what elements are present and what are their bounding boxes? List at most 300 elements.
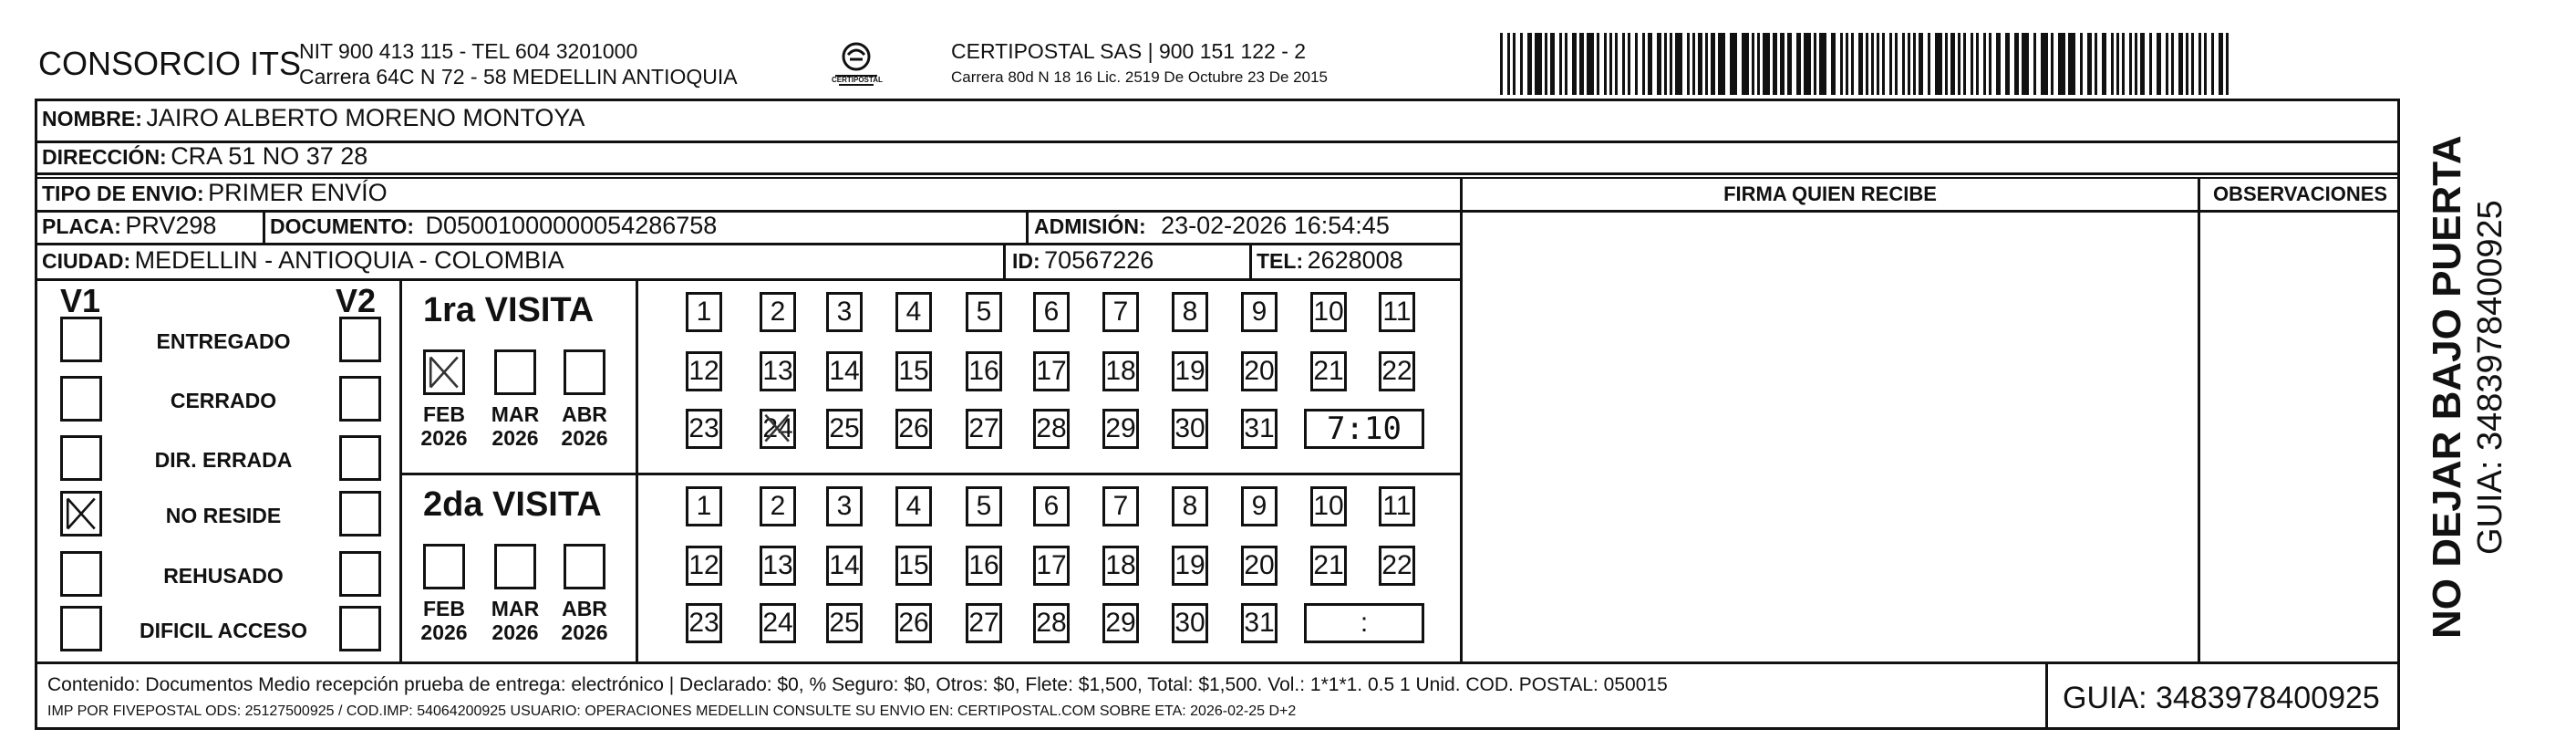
barcode-bar: [1572, 33, 1577, 95]
day-number: 5: [976, 491, 992, 521]
documento-label: DOCUMENTO:: [270, 214, 415, 238]
day-number: 23: [688, 608, 719, 638]
day-number: 2: [770, 491, 786, 521]
barcode-bar: [1597, 33, 1599, 95]
day-number: 25: [829, 608, 860, 638]
day-number: 9: [1251, 491, 1267, 521]
visit2-day-22[interactable]: [1379, 546, 1415, 586]
barcode-bar: [2122, 33, 2125, 95]
visit2-day-20[interactable]: [1241, 546, 1278, 586]
visit1-day-31[interactable]: [1241, 409, 1278, 449]
visit1-day-24[interactable]: [760, 409, 796, 449]
visit2-month-label: FEB 2026: [420, 597, 468, 644]
direccion-label: DIRECCIÓN:: [42, 145, 167, 169]
day-number: 28: [1036, 608, 1067, 638]
day-number: 18: [1105, 550, 1136, 580]
barcode-bar: [2058, 33, 2065, 95]
tipo-envio-label: TIPO DE ENVIO:: [42, 182, 204, 205]
certipostal-logo: [828, 38, 885, 95]
barcode-bar: [1604, 33, 1607, 95]
day-number: 27: [968, 608, 999, 638]
visit2-day-19[interactable]: [1172, 546, 1208, 586]
visit2-day-14[interactable]: [826, 546, 863, 586]
day-number: 15: [898, 356, 929, 386]
footer-guia: GUIA: 3483978400925: [2063, 681, 2380, 715]
visit1-day-25[interactable]: [826, 409, 863, 449]
day-number: 12: [688, 356, 719, 386]
day-number: 11: [1382, 491, 1412, 521]
barcode-bar: [1882, 33, 1885, 95]
visit2-day-29[interactable]: [1102, 603, 1139, 643]
visit2-day-8[interactable]: [1172, 486, 1208, 526]
visit1-day-12[interactable]: [686, 351, 722, 391]
v1-checkbox-entregado[interactable]: [60, 317, 102, 362]
day-number: 22: [1381, 356, 1412, 386]
day-number: 10: [1313, 297, 1344, 327]
column-divider: [263, 210, 265, 245]
visit2-day-21[interactable]: [1310, 546, 1347, 586]
barcode-bar: [1628, 33, 1630, 95]
documento-row: [270, 214, 717, 238]
visit1-day-11[interactable]: [1379, 292, 1415, 332]
barcode-bar: [1763, 33, 1770, 95]
visit1-day-29[interactable]: [1102, 409, 1139, 449]
column-divider: [1026, 210, 1029, 245]
barcode-bar: [1507, 33, 1510, 95]
barcode-bar: [1635, 33, 1638, 95]
day-number: 13: [762, 550, 793, 580]
day-number: 31: [1244, 413, 1275, 443]
barcode-bar: [2129, 33, 2132, 95]
visit2-day-6[interactable]: [1033, 486, 1070, 526]
row-divider: [399, 473, 1463, 475]
barcode-bar: [1996, 33, 2001, 95]
placa-label: PLACA:: [42, 214, 121, 238]
day-number: 4: [905, 491, 922, 521]
day-number: 4: [905, 297, 922, 327]
day-number: 24: [762, 608, 793, 638]
barcode-bar: [2140, 33, 2145, 95]
barcode-bar: [2014, 33, 2019, 95]
barcode-bar: [2051, 33, 2054, 95]
visit2-day-7[interactable]: [1102, 486, 1139, 526]
barcode-bar: [1871, 33, 1874, 95]
visit1-day-9[interactable]: [1241, 292, 1278, 332]
visit2-day-4[interactable]: [895, 486, 932, 526]
v2-checkbox-rehusado[interactable]: [339, 551, 381, 597]
day-number: 8: [1182, 297, 1198, 327]
barcode-bar: [1615, 33, 1618, 95]
barcode-bar: [1670, 33, 1672, 95]
barcode-bar: [1804, 33, 1811, 95]
day-number: 18: [1105, 356, 1136, 386]
barcode-bar: [2022, 33, 2029, 95]
barcode-bar: [1622, 33, 1625, 95]
visit2-day-15[interactable]: [895, 546, 932, 586]
barcode-bar: [2204, 33, 2207, 95]
v1-label: V1: [60, 282, 101, 319]
visit2-day-18[interactable]: [1102, 546, 1139, 586]
side-guia: GUIA: 3483978400925: [2471, 200, 2509, 555]
visit1-month-checkbox-abr[interactable]: [564, 349, 605, 395]
barcode-bar: [1877, 33, 1879, 95]
barcode-bar: [1559, 33, 1562, 95]
barcode-bar: [1757, 33, 1760, 95]
observaciones-header: OBSERVACIONES: [2212, 182, 2388, 205]
id-label: ID:: [1012, 249, 1040, 273]
visit2-month-label: MAR 2026: [491, 597, 540, 644]
column-divider: [1460, 177, 1463, 661]
barcode-bar: [1687, 33, 1690, 95]
barcode-bar: [1527, 33, 1532, 95]
barcode-bar: [1730, 33, 1737, 95]
barcode-bar: [1919, 33, 1923, 95]
day-number: 17: [1036, 550, 1067, 580]
barcode-bar: [1814, 33, 1816, 95]
barcode-bar: [1545, 33, 1547, 95]
v2-checkbox-dir-errada[interactable]: [339, 435, 381, 481]
check-mark-icon: [426, 352, 462, 392]
day-number: 8: [1182, 491, 1198, 521]
barcode-bar: [1796, 33, 1801, 95]
day-number: 19: [1174, 356, 1205, 386]
day-number: 23: [688, 413, 719, 443]
visit2-day-11[interactable]: [1379, 486, 1415, 526]
barcode-bar: [2149, 33, 2152, 95]
day-number: 20: [1244, 550, 1275, 580]
column-divider: [1249, 243, 1252, 278]
visit1-day-15[interactable]: [895, 351, 932, 391]
firma-header: FIRMA QUIEN RECIBE: [1723, 182, 1937, 205]
barcode-bar: [1846, 33, 1848, 95]
id-row: [1012, 248, 1154, 273]
visit1-month-checkbox-mar[interactable]: [494, 349, 536, 395]
barcode-bar: [2111, 33, 2114, 95]
visit1-day-13[interactable]: [760, 351, 796, 391]
visit2-day-24[interactable]: [760, 603, 796, 643]
barcode-bar: [1520, 33, 1523, 95]
visit2-month-checkbox-feb[interactable]: [423, 544, 465, 589]
visit2-day-13[interactable]: [760, 546, 796, 586]
barcode-bar: [2116, 33, 2119, 95]
barcode: [1500, 33, 2229, 95]
status-label-rehusado: REHUSADO: [163, 564, 284, 588]
visit2-day-5[interactable]: [966, 486, 1002, 526]
barcode-bar: [1550, 33, 1555, 95]
barcode-bar: [1895, 33, 1898, 95]
admision-row: [1034, 214, 1390, 238]
barcode-bar: [1950, 33, 1955, 95]
barcode-bar: [1913, 33, 1916, 95]
day-number: 3: [836, 491, 853, 521]
footer-imp: IMP POR FIVEPOSTAL ODS: 25127500925 / COD.IMP: 54064200925 USUARIO: OPERACIONES MEDELLIN CONSULTE SU ENVIO EN: CERTIPOSTAL.COM SOBRE ETA: 2026-02-25 D+2: [47, 703, 1297, 719]
direccion-row: [42, 144, 367, 169]
barcode-bar: [1976, 33, 1979, 95]
day-number: 26: [898, 608, 929, 638]
barcode-bar: [2186, 33, 2188, 95]
visit2-month-checkbox-abr[interactable]: [564, 544, 605, 589]
footer-contenido: Contenido: Documentos Medio recepción prueba de entrega: electrónico | Declarado: $0, % Seguro: $0, Otros: $0, Flete: $1,500, Total: $1,500. Vol.: 1*1*1. 0.5 1 Unid. COD. POSTAL: 050015: [47, 674, 1668, 695]
day-number: 22: [1381, 550, 1412, 580]
day-number: 6: [1043, 491, 1060, 521]
visit1-day-21[interactable]: [1310, 351, 1347, 391]
nombre-row: [42, 106, 585, 130]
visit2-time-value: :: [1360, 608, 1369, 638]
visit1-day-30[interactable]: [1172, 409, 1208, 449]
visit2-day-31[interactable]: [1241, 603, 1278, 643]
barcode-bar: [2095, 33, 2097, 95]
barcode-bar: [1840, 33, 1843, 95]
visit1-day-6[interactable]: [1033, 292, 1070, 332]
visit2-day-26[interactable]: [895, 603, 932, 643]
side-no-dejar: NO DEJAR BAJO PUERTA: [2425, 135, 2469, 639]
visit1-day-23[interactable]: [686, 409, 722, 449]
day-number: 28: [1036, 413, 1067, 443]
barcode-bar: [1866, 33, 1868, 95]
day-number: 5: [976, 297, 992, 327]
barcode-bar: [2080, 33, 2083, 95]
visit1-month-label: ABR 2026: [561, 402, 608, 450]
barcode-bar: [2191, 33, 2194, 95]
visit1-month-label: MAR 2026: [491, 402, 540, 450]
visit1-day-10[interactable]: [1310, 292, 1347, 332]
visit2-day-27[interactable]: [966, 603, 1002, 643]
day-number: 16: [968, 356, 999, 386]
day-number: 29: [1105, 608, 1136, 638]
barcode-bar: [1902, 33, 1905, 95]
day-number: 16: [968, 550, 999, 580]
barcode-bar: [1579, 33, 1584, 95]
visit1-day-8[interactable]: [1172, 292, 1208, 332]
day-number: 1: [696, 491, 712, 521]
visit1-time-field[interactable]: [1304, 409, 1424, 449]
v2-label: V2: [336, 282, 377, 319]
visit1-day-26[interactable]: [895, 409, 932, 449]
column-divider: [1003, 243, 1006, 278]
visit2-day-23[interactable]: [686, 603, 722, 643]
placa-value: PRV298: [125, 212, 217, 239]
v1-checkbox-rehusado[interactable]: [60, 551, 102, 597]
barcode-bar: [1945, 33, 1948, 95]
barcode-bar: [1908, 33, 1910, 95]
status-label-dificil-acceso: DIFICIL ACCESO: [139, 619, 307, 642]
admision-value: 23-02-2026 16:54:45: [1161, 212, 1390, 239]
barcode-bar: [1780, 33, 1785, 95]
visit2-day-3[interactable]: [826, 486, 863, 526]
certipostal-name: CERTIPOSTAL SAS | 900 151 122 - 2: [951, 39, 1307, 63]
v2-checkbox-dificil-acceso[interactable]: [339, 606, 381, 651]
day-number: 25: [829, 413, 860, 443]
ciudad-label: CIUDAD:: [42, 249, 131, 273]
visit2-day-28[interactable]: [1033, 603, 1070, 643]
barcode-bar: [1851, 33, 1854, 95]
day-number: 2: [770, 297, 786, 327]
visit2-day-17[interactable]: [1033, 546, 1070, 586]
barcode-bar: [2178, 33, 2183, 95]
barcode-bar: [1742, 33, 1749, 95]
visit1-day-2[interactable]: [760, 292, 796, 332]
status-label-no-reside: NO RESIDE: [165, 504, 282, 527]
day-number: 7: [1112, 491, 1129, 521]
visit1-day-17[interactable]: [1033, 351, 1070, 391]
visit2-day-30[interactable]: [1172, 603, 1208, 643]
visit2-day-16[interactable]: [966, 546, 1002, 586]
barcode-bar: [1587, 33, 1594, 95]
row-divider: [35, 278, 1463, 281]
barcode-bar: [1752, 33, 1754, 95]
documento-value: D05001000000054286758: [425, 212, 718, 239]
visit2-day-1[interactable]: [686, 486, 722, 526]
visit1-day-27[interactable]: [966, 409, 1002, 449]
day-number: 21: [1313, 550, 1344, 580]
visit2-time-field[interactable]: [1304, 603, 1424, 643]
visit2-day-10[interactable]: [1310, 486, 1347, 526]
day-number: 13: [762, 356, 793, 386]
barcode-bar: [1983, 33, 1986, 95]
barcode-bar: [1773, 33, 1777, 95]
day-number: 21: [1313, 356, 1344, 386]
v1-checkbox-dificil-acceso[interactable]: [60, 606, 102, 651]
visit2-month-label: ABR 2026: [561, 597, 608, 644]
day-number: 17: [1036, 356, 1067, 386]
v1-checkbox-no-reside[interactable]: [60, 491, 102, 536]
barcode-bar: [1718, 33, 1725, 95]
direccion-value: CRA 51 NO 37 28: [171, 142, 368, 170]
visit1-day-19[interactable]: [1172, 351, 1208, 391]
barcode-bar: [2157, 33, 2161, 95]
barcode-bar: [1565, 33, 1567, 95]
visit1-day-16[interactable]: [966, 351, 1002, 391]
day-number: 29: [1105, 413, 1136, 443]
status-label-entregado: ENTREGADO: [156, 329, 291, 353]
barcode-bar: [1535, 33, 1542, 95]
column-divider: [2045, 661, 2048, 730]
visit2-title: 2da VISITA: [423, 485, 602, 524]
ciudad-value: MEDELLIN - ANTIOQUIA - COLOMBIA: [134, 246, 564, 274]
day-number: 27: [968, 413, 999, 443]
tipo-envio-value: PRIMER ENVÍO: [208, 179, 388, 206]
barcode-bar: [1858, 33, 1863, 95]
barcode-bar: [2211, 33, 2214, 95]
visit1-day-7[interactable]: [1102, 292, 1139, 332]
day-number: 20: [1244, 356, 1275, 386]
company-nit-tel: NIT 900 413 115 - TEL 604 3201000: [299, 39, 638, 63]
placa-row: [42, 214, 216, 238]
certipostal-logo-icon: [828, 38, 885, 95]
status-label-cerrado: CERRADO: [170, 389, 277, 412]
visit2-day-9[interactable]: [1241, 486, 1278, 526]
day-number: 7: [1112, 297, 1129, 327]
visit2-day-2[interactable]: [760, 486, 796, 526]
v1-checkbox-cerrado[interactable]: [60, 376, 102, 422]
ciudad-row: [42, 248, 564, 273]
tel-label: TEL:: [1257, 249, 1304, 273]
v2-checkbox-entregado[interactable]: [339, 317, 381, 362]
visit1-day-28[interactable]: [1033, 409, 1070, 449]
barcode-bar: [1819, 33, 1826, 95]
visit1-time-value: 7:10: [1327, 411, 1402, 447]
day-number: 3: [836, 297, 853, 327]
company-address: Carrera 64C N 72 - 58 MEDELLIN ANTIOQUIA: [299, 65, 738, 89]
visit1-month-checkbox-feb[interactable]: [423, 349, 465, 395]
barcode-bar: [1963, 33, 1966, 95]
visit2-day-12[interactable]: [686, 546, 722, 586]
id-value: 70567226: [1044, 246, 1154, 274]
day-number: 14: [829, 356, 860, 386]
day-number: 15: [898, 550, 929, 580]
admision-label: ADMISIÓN:: [1034, 214, 1146, 238]
check-mark-icon: [63, 494, 99, 534]
barcode-bar: [1648, 33, 1652, 95]
visit2-day-25[interactable]: [826, 603, 863, 643]
day-number: 24: [762, 413, 793, 443]
day-number: 1: [696, 297, 712, 327]
barcode-bar: [2068, 33, 2075, 95]
day-number: 9: [1251, 297, 1267, 327]
day-number: 30: [1174, 413, 1205, 443]
barcode-bar: [1928, 33, 1930, 95]
v2-checkbox-cerrado[interactable]: [339, 376, 381, 422]
visit1-day-5[interactable]: [966, 292, 1002, 332]
status-label-dir-errada: DIR. ERRADA: [154, 448, 293, 472]
barcode-bar: [1692, 33, 1695, 95]
nombre-label: NOMBRE:: [42, 107, 142, 130]
visit1-day-1[interactable]: [686, 292, 722, 332]
barcode-bar: [1675, 33, 1682, 95]
barcode-bar: [1609, 33, 1612, 95]
visit1-day-20[interactable]: [1241, 351, 1278, 391]
visit1-title: 1ra VISITA: [423, 291, 595, 329]
barcode-bar: [1513, 33, 1516, 95]
barcode-bar: [1698, 33, 1702, 95]
visit2-month-checkbox-mar[interactable]: [494, 544, 536, 589]
barcode-bar: [1664, 33, 1667, 95]
row-divider: [1460, 210, 2400, 213]
certipostal-license: Carrera 80d N 18 16 Lic. 2519 De Octubre 23 De 2015: [951, 68, 1328, 86]
visit1-day-4[interactable]: [895, 292, 932, 332]
tel-row: [1257, 248, 1403, 273]
barcode-bar: [2033, 33, 2036, 95]
nombre-value: JAIRO ALBERTO MORENO MONTOYA: [146, 104, 585, 131]
row-divider: [35, 141, 2400, 143]
v2-checkbox-no-reside[interactable]: [339, 491, 381, 536]
barcode-bar: [1989, 33, 1991, 95]
barcode-bar: [2005, 33, 2010, 95]
barcode-bar: [1889, 33, 1892, 95]
visit1-day-22[interactable]: [1379, 351, 1415, 391]
barcode-bar: [2219, 33, 2223, 95]
certipostal-logo-text: CERTIPOSTAL: [832, 76, 883, 84]
barcode-bar: [1831, 33, 1836, 95]
barcode-bar: [2041, 33, 2048, 95]
day-number: 11: [1382, 297, 1412, 327]
barcode-bar: [1705, 33, 1708, 95]
visit1-day-18[interactable]: [1102, 351, 1139, 391]
visit1-day-14[interactable]: [826, 351, 863, 391]
row-divider: [35, 172, 2400, 175]
barcode-bar: [2198, 33, 2201, 95]
check-mark-icon: [762, 411, 793, 446]
barcode-bar: [2226, 33, 2229, 95]
visit1-day-3[interactable]: [826, 292, 863, 332]
barcode-bar: [1657, 33, 1661, 95]
barcode-bar: [1711, 33, 1715, 95]
column-divider: [636, 278, 638, 661]
day-number: 26: [898, 413, 929, 443]
day-number: 6: [1043, 297, 1060, 327]
v1-checkbox-dir-errada[interactable]: [60, 435, 102, 481]
barcode-bar: [2166, 33, 2168, 95]
